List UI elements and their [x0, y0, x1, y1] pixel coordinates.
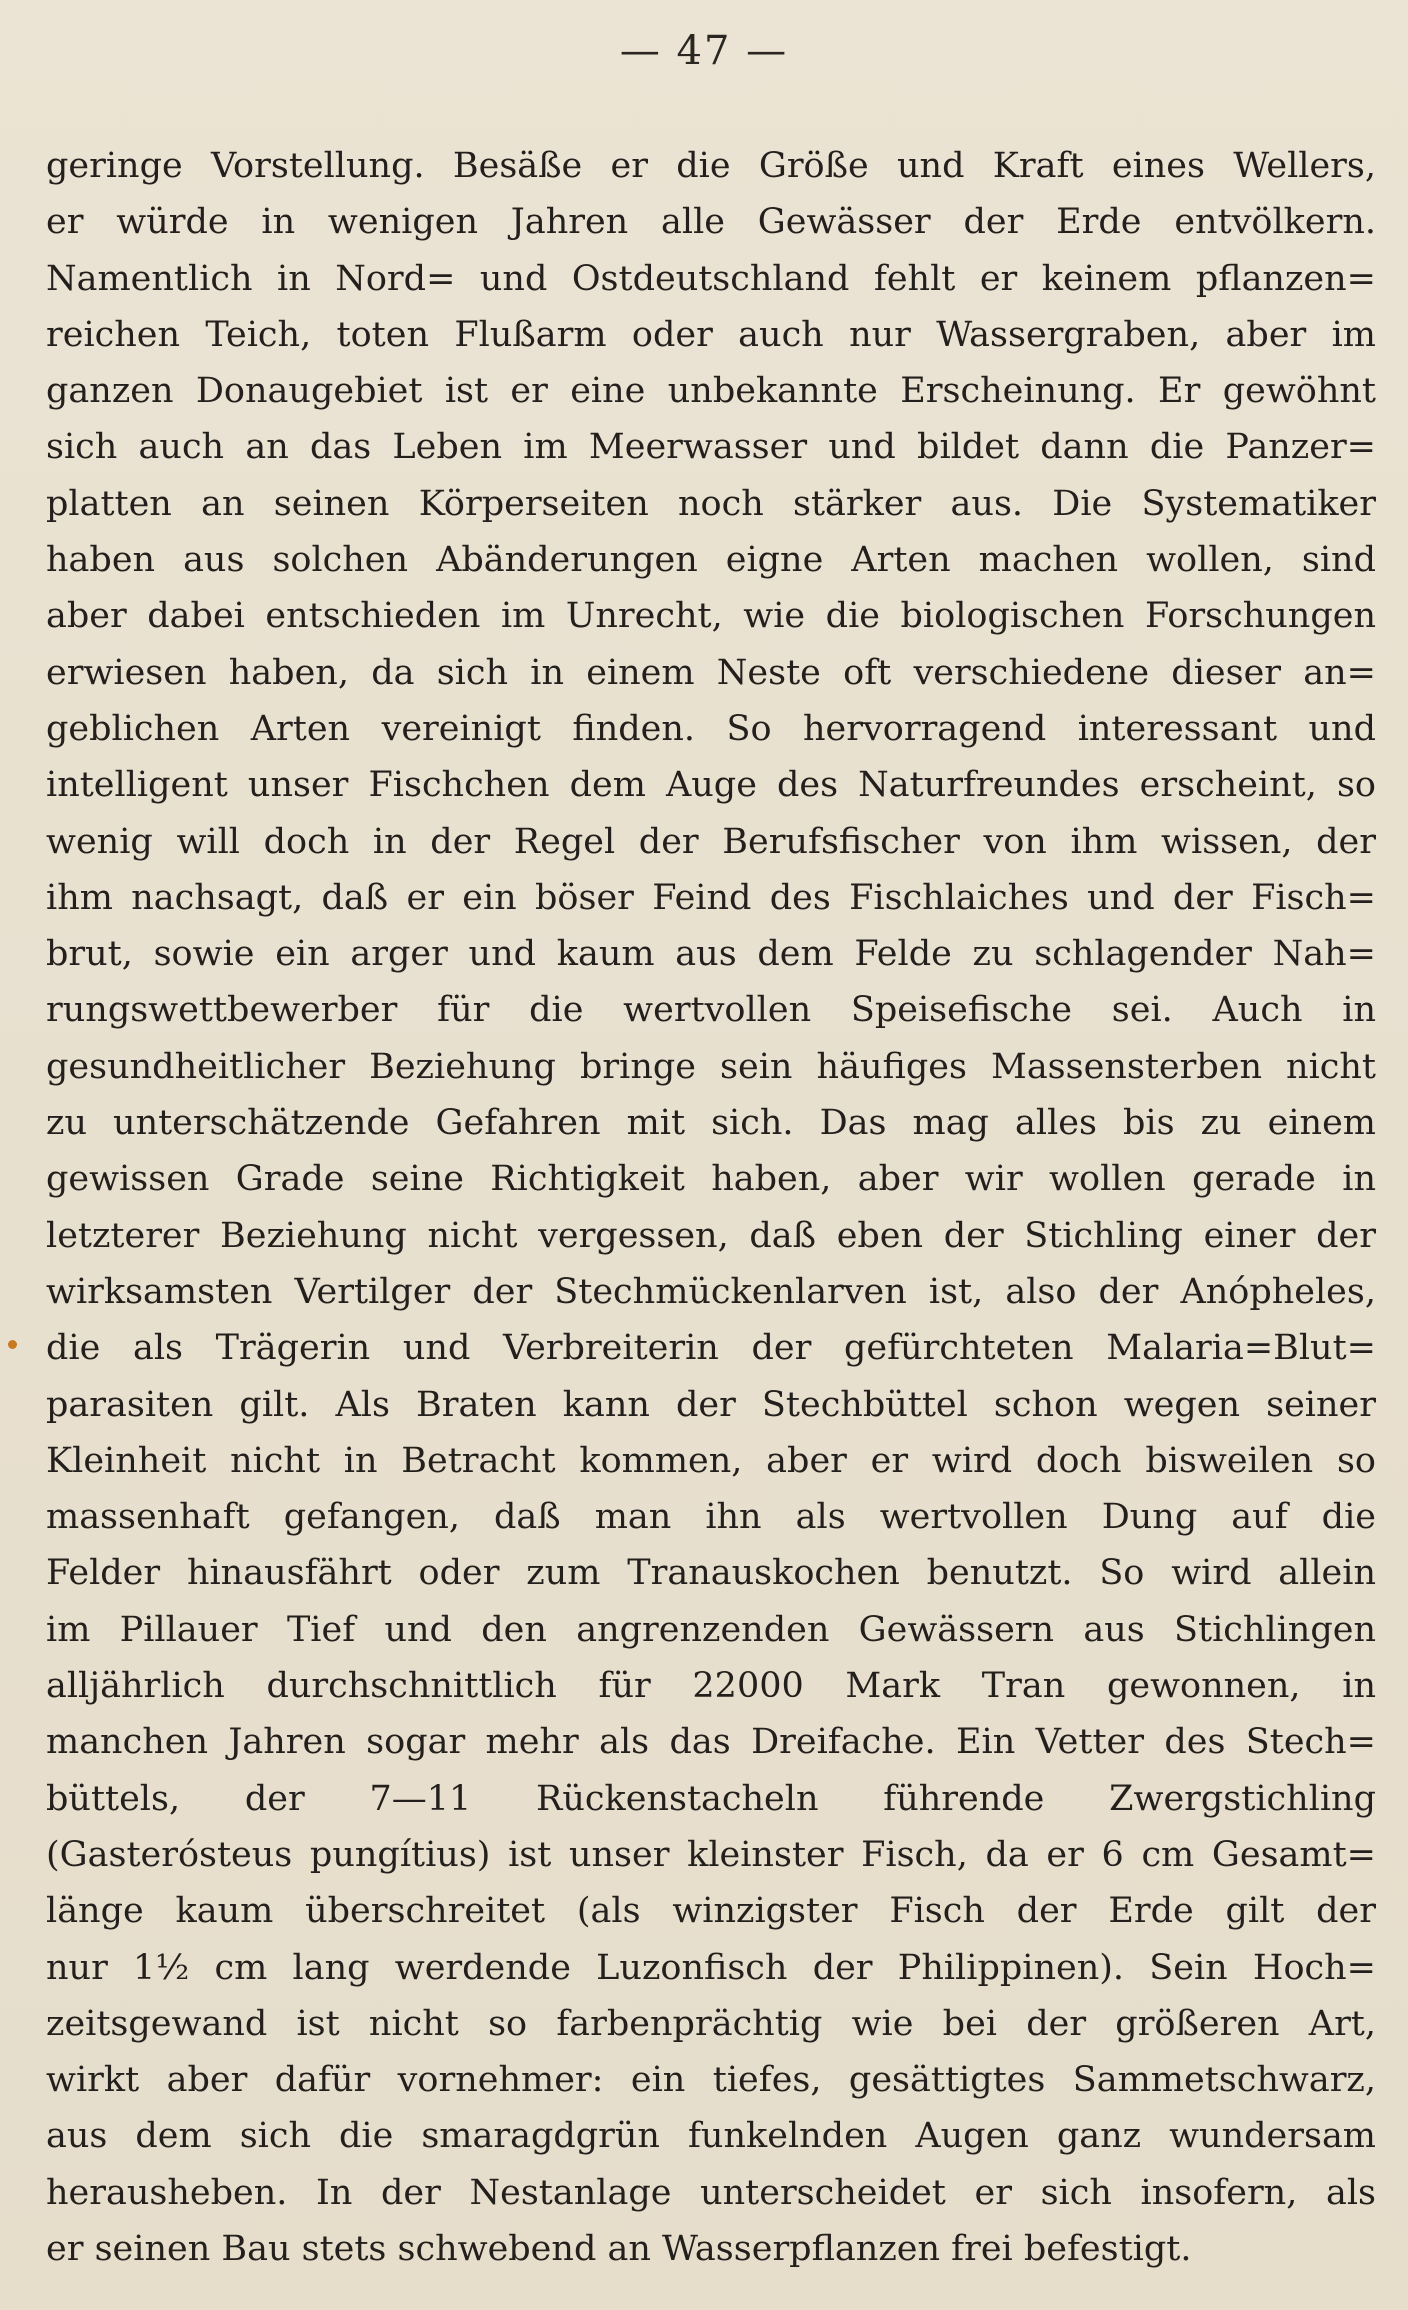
text-line: aber dabei entschieden im Unrecht, wie die biologischen Forschungen: [46, 596, 1376, 637]
text-line: parasiten gilt. Als Braten kann der Stechbüttel schon wegen seiner: [46, 1384, 1376, 1425]
text-line: sich auch an das Leben im Meerwasser und bildet dann die Panzer=: [46, 427, 1376, 468]
text-line: aus dem sich die smaragdgrün funkelnden Augen ganz wundersam: [46, 2116, 1376, 2157]
text-line: rungswettbewerber für die wertvollen Speisefische sei. Auch in: [46, 990, 1376, 1031]
text-line: zu unterschätzende Gefahren mit sich. Das mag alles bis zu einem: [46, 1103, 1376, 1144]
text-line: ganzen Donaugebiet ist er eine unbekannte Erscheinung. Er gewöhnt: [46, 371, 1376, 412]
text-line: geringe Vorstellung. Besäße er die Größe und Kraft eines Wellers,: [46, 146, 1376, 186]
text-line: wirksamsten Vertilger der Stechmückenlarven ist, also der Anópheles,: [46, 1271, 1376, 1312]
text-line: ihm nachsagt, daß er ein böser Feind des Fischlaiches und der Fisch=: [46, 877, 1376, 918]
text-line: letzterer Beziehung nicht vergessen, daß eben der Stichling einer der: [46, 1215, 1376, 1256]
text-line: Namentlich in Nord= und Ostdeutschland fehlt er keinem pflanzen=: [46, 258, 1376, 299]
text-line: gewissen Grade seine Richtigkeit haben, aber wir wollen gerade in: [46, 1159, 1376, 1200]
text-line: die als Trägerin und Verbreiterin der gefürchteten Malaria=Blut=: [46, 1328, 1376, 1369]
body-text: [46, 138, 1376, 2277]
text-line: platten an seinen Körperseiten noch stärker aus. Die Systematiker: [46, 483, 1376, 524]
text-line: massenhaft gefangen, daß man ihn als wertvollen Dung auf die: [46, 1497, 1376, 1538]
text-line: erwiesen haben, da sich in einem Neste oft verschiedene dieser an=: [46, 652, 1376, 693]
text-line: wenig will doch in der Regel der Berufsfischer von ihm wissen, der: [46, 821, 1376, 862]
text-line: geblichen Arten vereinigt finden. So hervorragend interessant und: [46, 708, 1376, 749]
text-line: intelligent unser Fischchen dem Auge des Naturfreundes erscheint, so: [46, 765, 1376, 806]
text-line: herausheben. In der Nestanlage unterscheidet er sich insofern, als: [46, 2172, 1376, 2213]
text-line: manchen Jahren sogar mehr als das Dreifache. Ein Vetter des Stech=: [46, 1722, 1376, 1763]
text-line: im Pillauer Tief und den angrenzenden Gewässern aus Stichlingen: [46, 1609, 1376, 1650]
margin-dot-mark: [8, 1340, 17, 1349]
text-line: er seinen Bau stets schwebend an Wasserpflanzen frei befestigt.: [46, 2228, 1192, 2269]
text-line: alljährlich durchschnittlich für 22000 Mark Tran gewonnen, in: [46, 1666, 1376, 1707]
text-line: Felder hinausfährt oder zum Tranauskochen benutzt. So wird allein: [46, 1553, 1376, 1594]
text-line: gesundheitlicher Beziehung bringe sein häufiges Massensterben nicht: [46, 1046, 1376, 1087]
text-line: wirkt aber dafür vornehmer: ein tiefes, gesättigtes Sammetschwarz,: [46, 2060, 1376, 2101]
text-line: reichen Teich, toten Flußarm oder auch nur Wassergraben, aber im: [46, 314, 1376, 355]
page-number: — 47 —: [619, 28, 789, 74]
text-line: nur 1½ cm lang werdende Luzonfisch der Philippinen). Sein Hoch=: [46, 1947, 1376, 1988]
text-line: er würde in wenigen Jahren alle Gewässer der Erde entvölkern.: [46, 202, 1376, 243]
text-line: haben aus solchen Abänderungen eigne Arten machen wollen, sind: [46, 540, 1376, 581]
text-line: (Gasterósteus pungítius) ist unser kleinster Fisch, da er 6 cm Gesamt=: [46, 1834, 1376, 1875]
text-line: zeitsgewand ist nicht so farbenprächtig wie bei der größeren Art,: [46, 2003, 1376, 2044]
text-line: büttels, der 7—11 Rückenstacheln führende Zwergstichling: [46, 1778, 1376, 1819]
text-line: brut, sowie ein arger und kaum aus dem Felde zu schlagender Nah=: [46, 934, 1376, 975]
text-line: Kleinheit nicht in Betracht kommen, aber er wird doch bisweilen so: [46, 1440, 1376, 1481]
text-line: länge kaum überschreitet (als winzigster Fisch der Erde gilt der: [46, 1891, 1376, 1932]
